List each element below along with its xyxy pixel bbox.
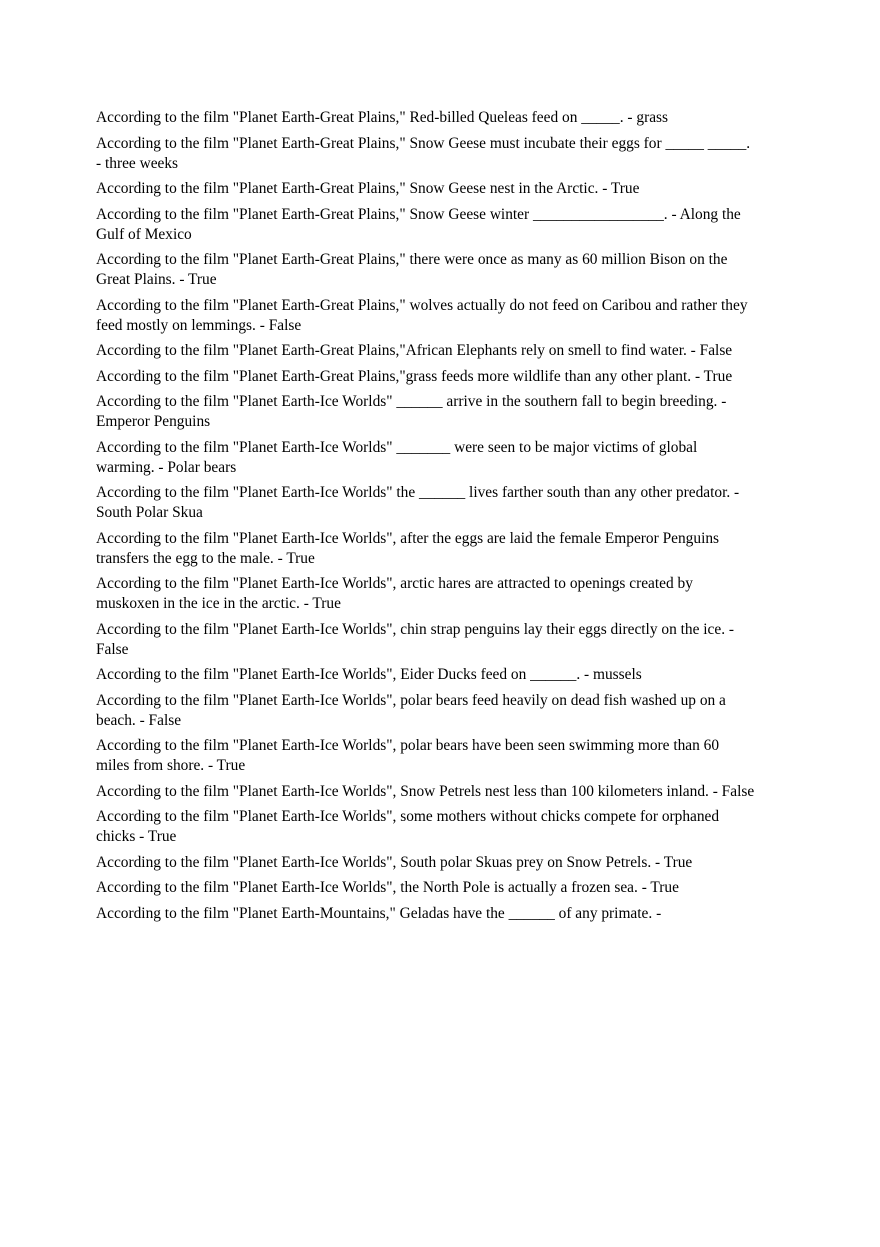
list-item: According to the film "Planet Earth-Ice Worlds", South polar Skuas prey on Snow Petrels. - True: [96, 853, 693, 871]
list-item: According to the film "Planet Earth-Ice Worlds", Eider Ducks feed on ______. - mussels: [96, 666, 642, 683]
list-item: According to the film "Planet Earth-Great Plains,"African Elephants rely on smell to find water. - False: [96, 342, 733, 359]
list-item: According to the film "Planet Earth-Ice Worlds", after the eggs are laid the female Emperor Penguins transfers the egg to the male. - True: [96, 529, 720, 567]
list-item: According to the film "Planet Earth-Great Plains," Snow Geese winter _________________. - Along the Gulf of Mexico: [96, 205, 741, 243]
list-item: According to the film "Planet Earth-Great Plains,"grass feeds more wildlife than any other plant. - True: [96, 367, 733, 385]
list-item: According to the film "Planet Earth-Ice Worlds", arctic hares are attracted to openings created by muskoxen in the ice in the arctic. - True: [96, 575, 693, 612]
question-answer-list: [96, 108, 756, 929]
list-item: According to the film "Planet Earth-Ice Worlds", Snow Petrels nest less than 100 kilometers inland. - False: [96, 782, 755, 800]
list-item: According to the film "Planet Earth-Great Plains," Snow Geese nest in the Arctic. - True: [96, 180, 640, 197]
list-item: According to the film "Planet Earth-Ice Worlds", polar bears feed heavily on dead fish washed up on a beach. - False: [96, 691, 726, 729]
list-item: According to the film "Planet Earth-Ice Worlds", chin strap penguins lay their eggs directly on the ice. - False: [96, 620, 735, 658]
list-item: According to the film "Planet Earth-Great Plains," wolves actually do not feed on Caribou and rather they feed mostly on lemmings. - False: [96, 296, 748, 334]
list-item: According to the film "Planet Earth-Great Plains," Snow Geese must incubate their eggs for _____ _____. - three weeks: [96, 134, 751, 172]
list-item: According to the film "Planet Earth-Great Plains," there were once as many as 60 million Bison on the Great Plains. - True: [96, 251, 728, 288]
list-item: According to the film "Planet Earth-Ice Worlds" _______ were seen to be major victims of global warming. - Polar bears: [96, 438, 698, 476]
list-item: According to the film "Planet Earth-Mountains," Geladas have the ______ of any primate. -: [96, 904, 662, 922]
list-item: According to the film "Planet Earth-Ice Worlds" the ______ lives farther south than any other predator. - South Polar Skua: [96, 484, 740, 521]
list-item: According to the film "Planet Earth-Ice Worlds", the North Pole is actually a frozen sea. - True: [96, 879, 679, 896]
list-item: According to the film "Planet Earth-Great Plains," Red-billed Queleas feed on _____. - grass: [96, 109, 669, 126]
list-item: According to the film "Planet Earth-Ice Worlds", polar bears have been seen swimming more than 60 miles from shore. - True: [96, 737, 720, 774]
list-item: According to the film "Planet Earth-Ice Worlds", some mothers without chicks compete for orphaned chicks - True: [96, 808, 720, 845]
list-item: According to the film "Planet Earth-Ice Worlds" ______ arrive in the southern fall to begin breeding. - Emperor Penguins: [96, 393, 727, 430]
